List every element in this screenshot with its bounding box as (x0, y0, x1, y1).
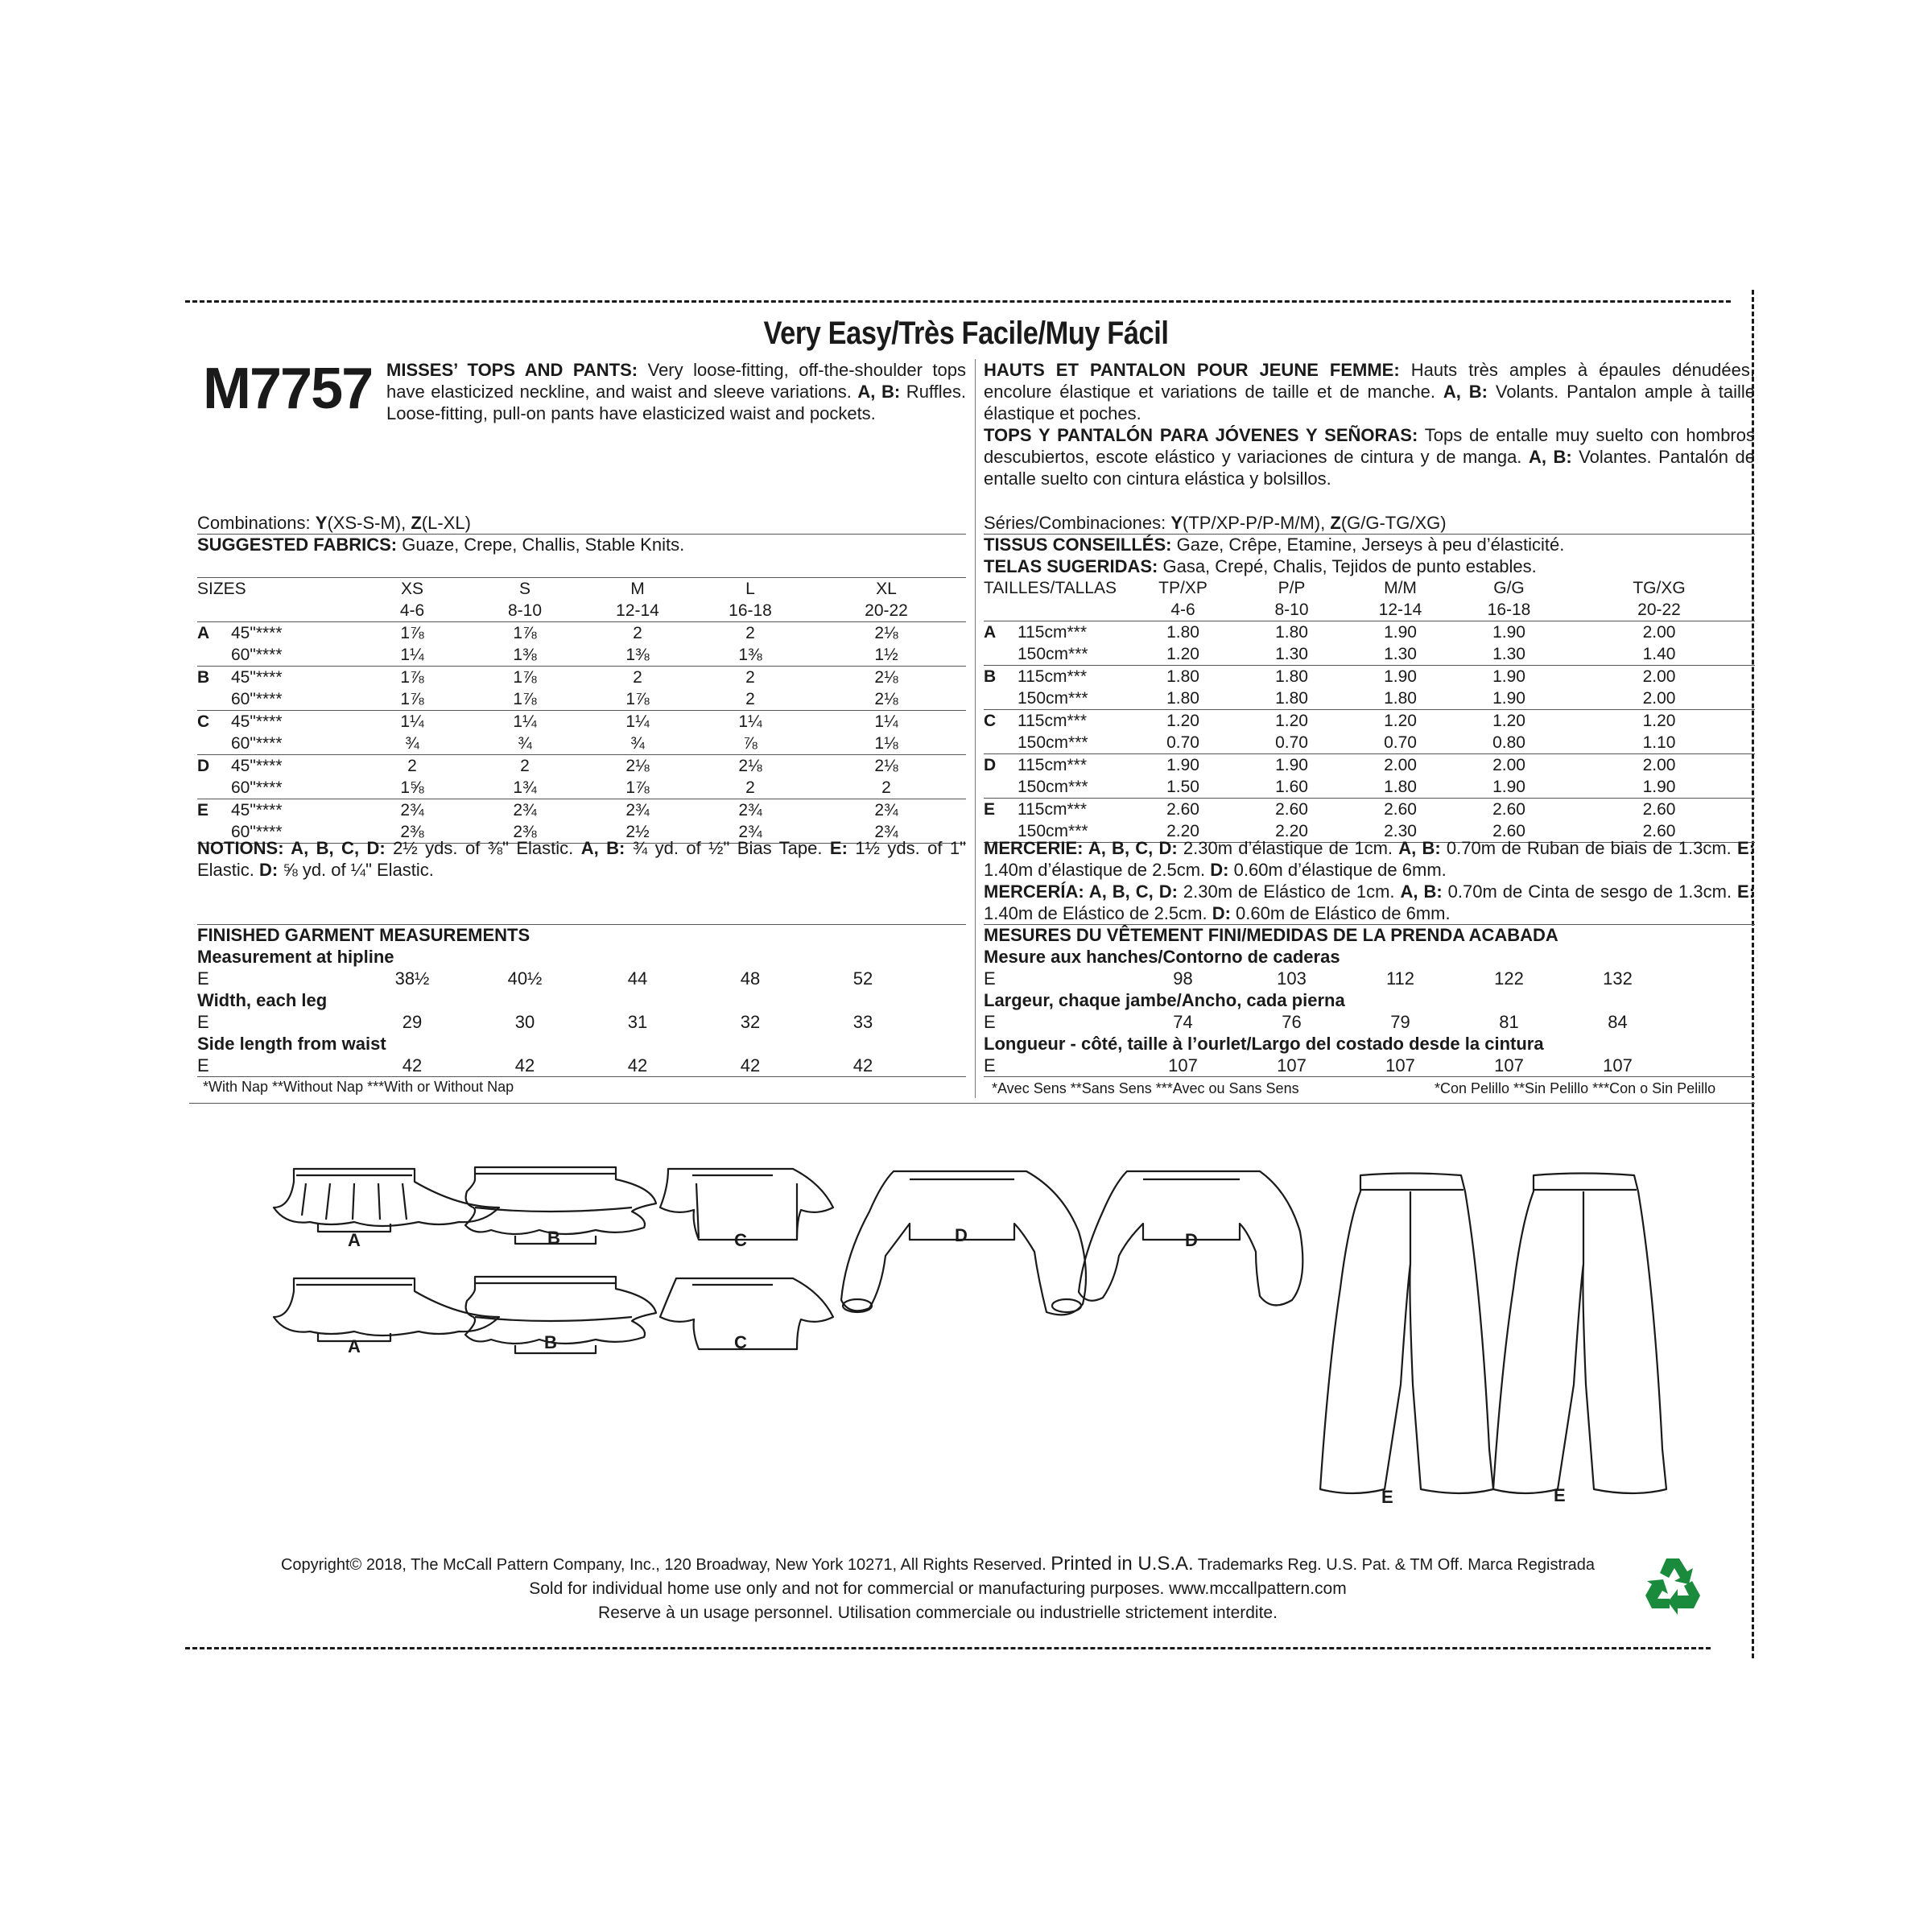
figure-label-d: D (955, 1225, 968, 1245)
measurement-value: 81 (1499, 1012, 1519, 1032)
figure-label-b-back: B (544, 1332, 557, 1352)
measurement-value: 31 (627, 1012, 648, 1032)
measurement-value: 98 (1173, 968, 1193, 989)
size-number: 12-14 (1346, 599, 1455, 621)
yardage-cell: 2.00 (1563, 687, 1755, 710)
size-number: 4-6 (1129, 599, 1237, 621)
view-b-top-sketch-back (465, 1277, 656, 1353)
size-code: XS (400, 580, 423, 598)
yardage-cell: 2 (694, 688, 807, 711)
fabrics-en: SUGGESTED FABRICS: Guaze, Crepe, Challis, Stable Knits. (197, 535, 685, 555)
measurement-value: 79 (1390, 1012, 1410, 1032)
copyright-line-3: Reserve à un usage personnel. Utilisation commerciale ou industrielle strictement interdite. (598, 1604, 1278, 1622)
yardage-cell: 1¼ (625, 712, 650, 731)
yardage-cell: 1⅞ (581, 777, 694, 799)
yardage-cell: 2 (633, 624, 642, 642)
yardage-cell: 2 (745, 668, 755, 687)
yardage-cell: 1.30 (1346, 643, 1455, 666)
yardage-cell: 0.70 (1237, 732, 1346, 754)
yardage-cell: 1⅞ (400, 668, 424, 687)
yardage-cell: 1¼ (738, 712, 762, 731)
description-fr: HAUTS ET PANTALON POUR JEUNE FEMME: Hauts très amples à épaules dénudées, encolure élastique et variations de taille et de manche. A, B: Volants. Pantalon ample à taille élastique et poches. (984, 360, 1756, 423)
yardage-cell: 1.60 (1237, 776, 1346, 799)
view-letter: E (984, 1012, 996, 1032)
yardage-cell: 1¼ (874, 712, 898, 731)
yardage-cell: ¾ (581, 733, 694, 755)
fabric-width: 115cm*** (1018, 667, 1087, 686)
measurement-value: 107 (1603, 1055, 1633, 1075)
footnote-es: *Con Pelillo **Sin Pelillo ***Con o Sin Pelillo (1435, 1080, 1716, 1096)
copyright-line-1: Copyright© 2018, The McCall Pattern Company, Inc., 120 Broadway, New York 10271, All Rights Reserved. Printed in U.S.A. Trademarks Reg. U.S. Pat. & TM Off. Marca Registrada (280, 1553, 1596, 1575)
yardage-cell: 2.20 (1129, 820, 1237, 843)
size-code: XL (876, 580, 897, 598)
yardage-cell: 2.60 (1275, 800, 1308, 819)
measurement-name: Measurement at hipline (197, 947, 394, 967)
yardage-cell: 1.30 (1237, 643, 1346, 666)
notions-es: MERCERÍA: A, B, C, D: 2.30m de Elástico de 1cm. A, B: 0.70m de Cinta de sesgo de 1.3cm. E: 1.40m de Elástico de 2.5cm. D: 0.60m de Elástico de 6mm. (984, 881, 1756, 923)
size-number: 8-10 (1237, 599, 1346, 621)
yardage-cell: 2 (407, 757, 417, 775)
yardage-cell: 1.80 (1275, 667, 1308, 686)
yardage-cell: 0.70 (1129, 732, 1237, 754)
view-letter: E (984, 800, 996, 819)
size-code: TG/XG (1633, 579, 1686, 597)
size-number: 4-6 (356, 600, 469, 622)
figure-label-e: E (1381, 1487, 1393, 1507)
measurement-value: 30 (514, 1012, 535, 1032)
fabric-width: 60"**** (231, 644, 356, 667)
size-code: S (518, 580, 530, 598)
yardage-cell: 1.90 (1455, 776, 1563, 799)
yardage-cell: 1.80 (1237, 687, 1346, 710)
yardage-cell: 1⅜ (581, 644, 694, 667)
yardage-cell: ¾ (469, 733, 581, 755)
yardage-cell: 1⅞ (400, 624, 424, 642)
measurement-name: Width, each leg (197, 990, 328, 1010)
yardage-cell: 1.90 (1563, 776, 1755, 799)
measurement-value: 122 (1494, 968, 1524, 989)
yardage-cell: 2.60 (1166, 800, 1199, 819)
yardage-cell: 2⅛ (874, 624, 898, 642)
combinations-fr: Séries/Combinaciones: Y(TP/XP-P/P-M/M), Z(G/G-TG/XG) (984, 513, 1447, 533)
size-code: M/M (1384, 579, 1417, 597)
measurement-name: Largeur, chaque jambe/Ancho, cada pierna (984, 990, 1345, 1010)
yardage-cell: 1.80 (1166, 623, 1199, 642)
yardage-cell: 2.00 (1384, 756, 1417, 774)
yardage-cell: 1⅞ (469, 688, 581, 711)
measurement-value: 32 (740, 1012, 761, 1032)
yardage-cell: 2⅛ (807, 688, 966, 711)
yardage-cell: 1.90 (1384, 667, 1417, 686)
figure-label-c: C (734, 1230, 747, 1250)
view-letter: E (197, 801, 209, 819)
copyright-block (0, 1552, 1904, 1625)
yardage-cell: 1.10 (1563, 732, 1755, 754)
yardage-cell: 1.90 (1275, 756, 1308, 774)
measurement-value: 33 (852, 1012, 873, 1032)
yardage-cell: 2.60 (1642, 800, 1676, 819)
measurement-value: 52 (852, 968, 873, 989)
yardage-cell: 1.20 (1275, 712, 1308, 730)
yardage-cell: 1.20 (1129, 643, 1237, 666)
measurements-title: FINISHED GARMENT MEASUREMENTS (197, 925, 530, 945)
fabric-width: 115cm*** (1018, 712, 1087, 730)
size-number: 8-10 (469, 600, 581, 622)
yardage-cell: 1.20 (1642, 712, 1676, 730)
yardage-cell: 1.80 (1129, 687, 1237, 710)
yardage-cell: 2.60 (1563, 820, 1755, 843)
measurement-name: Longueur - côté, taille à l’ourlet/Largo del costado desde la cintura (984, 1034, 1544, 1054)
yardage-cell: 1.80 (1166, 667, 1199, 686)
fabric-width: 150cm*** (1018, 687, 1129, 710)
yardage-cell: 2 (633, 668, 642, 687)
measurement-value: 42 (852, 1055, 873, 1075)
yardage-cell: 2 (745, 624, 755, 642)
measurement-value: 107 (1494, 1055, 1524, 1075)
yardage-cell: ⅞ (694, 733, 807, 755)
size-number: 16-18 (1455, 599, 1563, 621)
fabric-width: 45"**** (231, 624, 283, 642)
view-letter: D (984, 756, 997, 774)
view-letter: C (984, 712, 997, 730)
yardage-cell: 1.20 (1166, 712, 1199, 730)
measurement-value: 40½ (507, 968, 543, 989)
yardage-cell: 1.90 (1455, 687, 1563, 710)
yardage-cell: 2¾ (874, 801, 898, 819)
pattern-number: M7757 (203, 357, 373, 421)
yardage-cell: 1.40 (1563, 643, 1755, 666)
measurement-value: 29 (402, 1012, 423, 1032)
fabric-width: 150cm*** (1018, 643, 1129, 666)
yardage-cell: 1¼ (356, 644, 469, 667)
fabrics-fr: TISSUS CONSEILLÉS: Gaze, Crêpe, Etamine, Jerseys à peu d’élasticité. (984, 535, 1565, 555)
yardage-cell: 2⅛ (738, 757, 762, 775)
description-en: MISSES’ TOPS AND PANTS: Very loose-fitting, off-the-shoulder tops have elasticized neckline, and waist and sleeve variations. A, B: Ruffles. Loose-fitting, pull-on pants have elasticized waist and pockets. (386, 360, 967, 423)
yardage-cell: 0.70 (1346, 732, 1455, 754)
measurement-value: 107 (1168, 1055, 1198, 1075)
size-code: L (745, 580, 755, 598)
yardage-cell: ¾ (356, 733, 469, 755)
figure-label-a: A (348, 1230, 361, 1250)
fabric-width: 115cm*** (1018, 623, 1087, 642)
view-letter: E (984, 1055, 996, 1075)
fabric-width: 45"**** (231, 757, 283, 775)
measurement-value: 42 (402, 1055, 423, 1075)
measurement-value: 107 (1277, 1055, 1307, 1075)
fabric-width: 150cm*** (1018, 776, 1129, 799)
fabrics-es: TELAS SUGERIDAS: Gasa, Crepé, Chalis, Tejidos de punto estables. (984, 556, 1537, 576)
sizes-label: SIZES (197, 580, 246, 598)
yardage-cell: 2¾ (625, 801, 650, 819)
view-letter: B (197, 668, 210, 687)
yardage-cell: 1⅝ (356, 777, 469, 799)
measurement-value: 42 (627, 1055, 648, 1075)
yardage-cell: 2.60 (1455, 820, 1563, 843)
recycle-icon (1642, 1555, 1703, 1615)
size-code: TP/XP (1158, 579, 1208, 597)
description-es: TOPS Y PANTALÓN PARA JÓVENES Y SEÑORAS: Tops de entalle muy suelto con hombros descubiertos, escote elástico y variaciones de cintura y de manga. A, B: Volantes. Pantalón de entalle suelto con cintura elástica y bolsillos. (984, 425, 1755, 489)
yardage-cell: 1.80 (1275, 623, 1308, 642)
yardage-cell: 2.00 (1642, 756, 1676, 774)
sizes-label: TAILLES/TALLAS (984, 579, 1117, 597)
fabric-width: 60"**** (231, 688, 356, 711)
yardage-cell: 1.80 (1346, 776, 1455, 799)
yardage-cell: 2 (807, 777, 966, 799)
yardage-cell: 1.80 (1346, 687, 1455, 710)
yardage-cell: 2 (520, 757, 530, 775)
yardage-cell: 2¾ (738, 801, 762, 819)
yardage-cell: 0.80 (1455, 732, 1563, 754)
yardage-cell: 2 (694, 777, 807, 799)
yardage-cell: 2¾ (807, 821, 966, 844)
view-e-pants-sketch-back (1493, 1174, 1666, 1494)
page-heading: Very Easy/Très Facile/Muy Fácil (763, 316, 1169, 351)
yardage-cell: 1¼ (400, 712, 424, 731)
figure-label-e-back: E (1554, 1485, 1566, 1505)
yardage-cell: 1.90 (1492, 667, 1525, 686)
fabric-width: 60"**** (231, 733, 356, 755)
size-number: 20-22 (807, 600, 966, 622)
fabric-width: 45"**** (231, 668, 283, 687)
yardage-cell: 2¾ (400, 801, 424, 819)
yardage-cell: 2.60 (1384, 800, 1417, 819)
yardage-cell: 1½ (807, 644, 966, 667)
measurement-value: 48 (740, 968, 761, 989)
size-code: G/G (1493, 579, 1525, 597)
fabric-width: 45"**** (231, 712, 283, 731)
measurement-value: 42 (514, 1055, 535, 1075)
view-letter: E (197, 1055, 209, 1075)
size-code: M (630, 580, 645, 598)
yardage-cell: 2.00 (1642, 623, 1676, 642)
yardage-cell: 2½ (581, 821, 694, 844)
yardage-cell: 2⅜ (469, 821, 581, 844)
yardage-cell: 1⅞ (356, 688, 469, 711)
yardage-cell: 1⅛ (807, 733, 966, 755)
notions-fr: MERCERIE: A, B, C, D: 2.30m d’élastique de 1cm. A, B: 0.70m de Ruban de biais de 1.3cm. E: 1.40m d’élastique de 2.5cm. D: 0.60m d’élastique de 6mm. (984, 838, 1756, 880)
measurement-value: 107 (1385, 1055, 1415, 1075)
yardage-cell: 1.20 (1492, 712, 1525, 730)
measurement-value: 44 (627, 968, 648, 989)
notions-en: NOTIONS: A, B, C, D: 2½ yds. of ⅜" Elastic. A, B: ¾ yd. of ½" Bias Tape. E: 1½ yds. of 1" Elastic. D: ⅝ yd. of ¼" Elastic. (197, 838, 966, 880)
size-number: 12-14 (581, 600, 694, 622)
measurement-value: 42 (740, 1055, 761, 1075)
yardage-cell: 2⅛ (874, 757, 898, 775)
view-c-top-sketch (660, 1169, 833, 1240)
copyright-line-2: Sold for individual home use only and not for commercial or manufacturing purposes. www.mccallpattern.com (529, 1579, 1347, 1598)
fabric-width: 115cm*** (1018, 756, 1087, 774)
fabric-width: 150cm*** (1018, 820, 1129, 843)
size-number: 16-18 (694, 600, 807, 622)
view-letter: E (984, 968, 996, 989)
measurement-value: 103 (1277, 968, 1307, 989)
view-letter: B (984, 667, 997, 686)
view-letter: D (197, 757, 210, 775)
yardage-cell: 1.50 (1129, 776, 1237, 799)
yardage-cell: 2⅛ (625, 757, 650, 775)
size-number: 20-22 (1563, 599, 1755, 621)
view-letter: A (984, 623, 997, 642)
yardage-cell: 1.30 (1455, 643, 1563, 666)
yardage-cell: 2¾ (513, 801, 537, 819)
measurement-value: 76 (1282, 1012, 1302, 1032)
yardage-cell: 1.90 (1384, 623, 1417, 642)
yardage-cell: 1⅞ (513, 668, 537, 687)
yardage-cell: 1⅞ (581, 688, 694, 711)
measurement-name: Mesure aux hanches/Contorno de caderas (984, 947, 1340, 967)
size-code: P/P (1278, 579, 1306, 597)
footnote-fr: *Avec Sens **Sans Sens ***Avec ou Sans Sens (992, 1080, 1299, 1096)
figure-label-c-back: C (734, 1332, 747, 1352)
yardage-cell: 2.00 (1642, 667, 1676, 686)
yardage-cell: 2.20 (1237, 820, 1346, 843)
yardage-cell: 2.60 (1492, 800, 1525, 819)
fabric-width: 115cm*** (1018, 800, 1087, 819)
yardage-cell: 1⅜ (694, 644, 807, 667)
figure-label-a-back: A (348, 1336, 361, 1356)
fabric-width: 60"**** (231, 777, 356, 799)
figure-label-b: B (547, 1228, 560, 1248)
yardage-cell: 2⅜ (356, 821, 469, 844)
view-letter: C (197, 712, 210, 731)
yardage-cell: 1.90 (1492, 623, 1525, 642)
yardage-cell: 1⅞ (513, 624, 537, 642)
view-letter: E (197, 1012, 209, 1032)
yardage-cell: 2¾ (694, 821, 807, 844)
measurement-value: 84 (1608, 1012, 1628, 1032)
measurements-title: MESURES DU VÊTEMENT FINI/MEDIDAS DE LA PRENDA ACABADA (984, 925, 1558, 945)
measurement-value: 132 (1603, 968, 1633, 989)
figure-label-d-back: D (1185, 1230, 1198, 1250)
yardage-cell: 1⅜ (469, 644, 581, 667)
fabric-width: 60"**** (231, 821, 356, 844)
fabric-width: 45"**** (231, 801, 283, 819)
combinations-en: Combinations: Y(XS-S-M), Z(L-XL) (197, 513, 471, 533)
yardage-cell: 2⅛ (874, 668, 898, 687)
yardage-cell: 2.00 (1492, 756, 1525, 774)
yardage-cell: 1.20 (1384, 712, 1417, 730)
footnote-en: *With Nap **Without Nap ***With or Without Nap (203, 1079, 514, 1095)
view-b-top-sketch (465, 1167, 656, 1244)
view-e-pants-sketch (1320, 1174, 1493, 1494)
yardage-cell: 1.90 (1166, 756, 1199, 774)
yardage-cell: 1¼ (513, 712, 537, 731)
view-letter: E (197, 968, 209, 989)
measurement-value: 74 (1173, 1012, 1193, 1032)
view-letter: A (197, 624, 210, 642)
yardage-cell: 2.30 (1346, 820, 1455, 843)
measurement-name: Side length from waist (197, 1034, 386, 1054)
measurement-value: 112 (1385, 968, 1415, 989)
measurement-value: 38½ (394, 968, 430, 989)
fabric-width: 150cm*** (1018, 732, 1129, 754)
yardage-cell: 1¾ (469, 777, 581, 799)
